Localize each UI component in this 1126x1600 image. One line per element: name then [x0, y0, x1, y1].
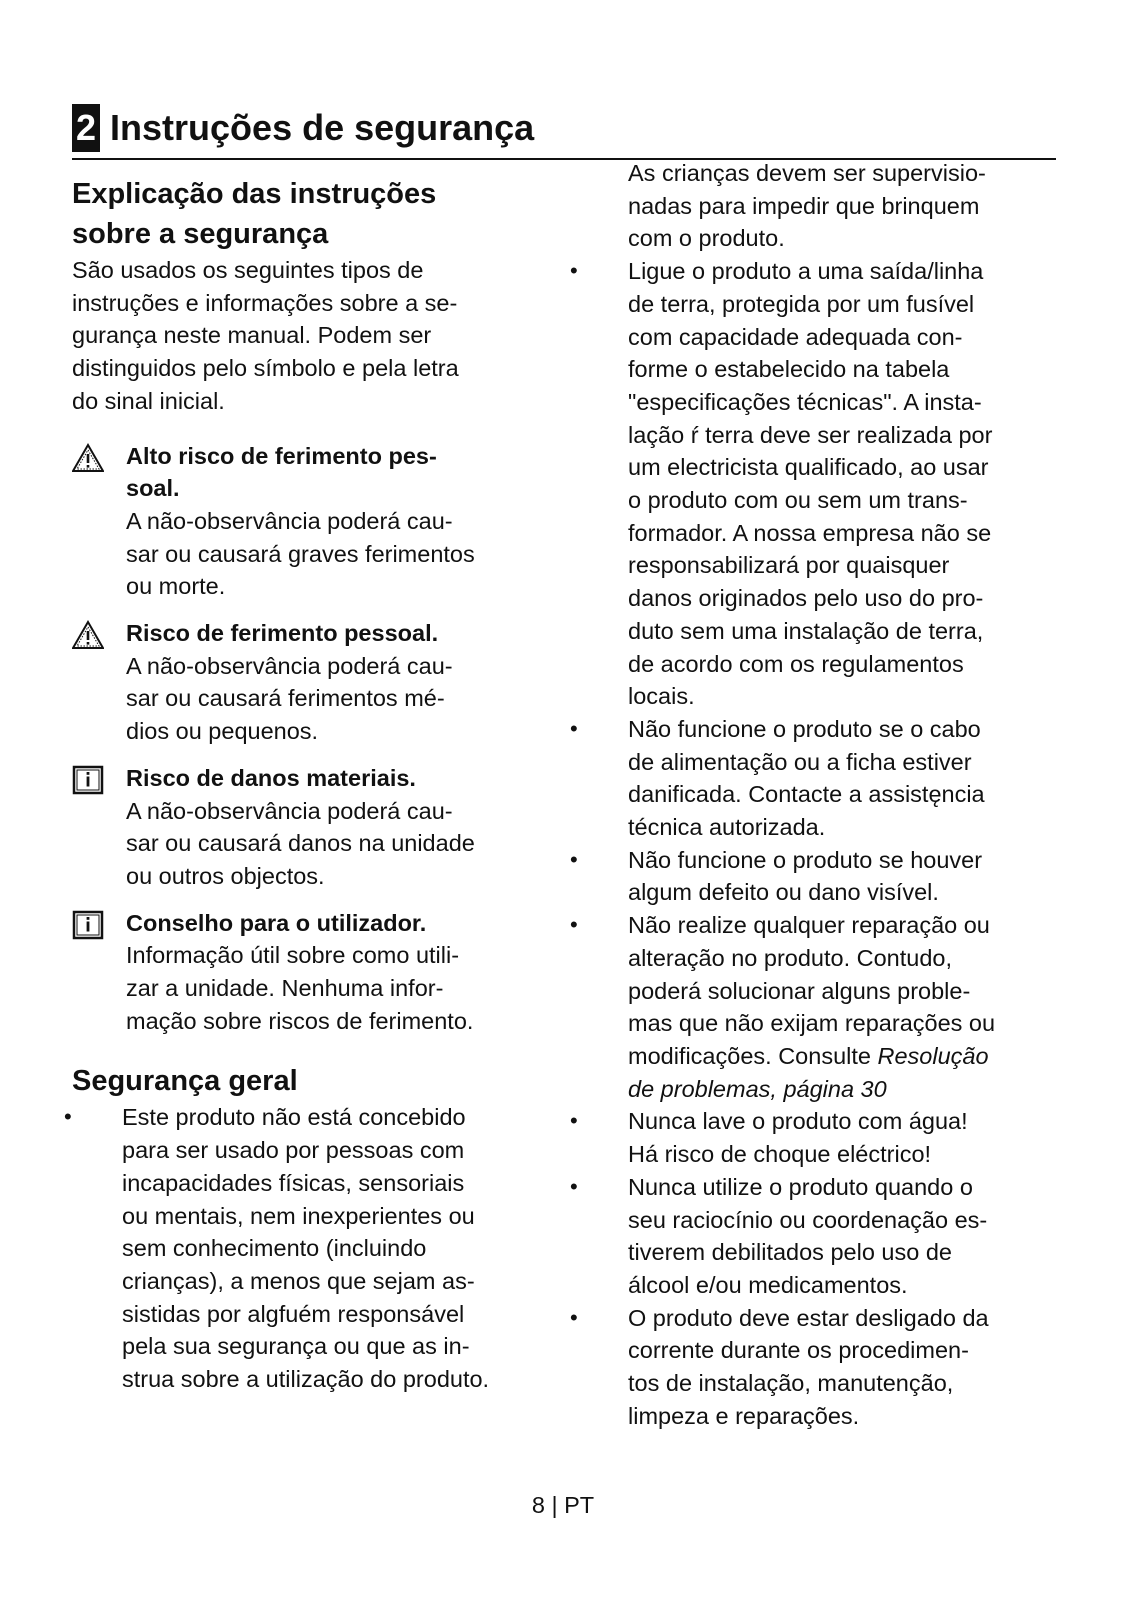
note-title: Conselho para o utilizador. [126, 909, 427, 936]
note-personal-risk [72, 617, 542, 748]
page-footer: 8 | PT [531, 1492, 595, 1518]
list-item: • O produto deve estar desligado da corrente durante os procedimen- tos de instalação, manutenção, limpeza e reparações. [570, 1304, 989, 1429]
note-title: Risco de danos materiais. [126, 764, 416, 791]
note-body: Informação útil sobre como utili- zar a unidade. Nenhuma infor- mação sobre riscos de ferimento. [126, 942, 474, 1034]
cross-reference: de problemas, página 30 [628, 1075, 887, 1102]
warning-triangle-icon [72, 620, 104, 650]
note-body: A não-observância poderá cau- sar ou causará danos na unidade ou outros objectos. [126, 797, 475, 889]
page-title: Instruções de segurança [110, 107, 535, 148]
note-body: A não-observância poderá cau- sar ou causará ferimentos mé- dios ou pequenos. [126, 652, 453, 745]
note-material-damage [72, 762, 542, 893]
chapter-number: 2 [72, 104, 100, 152]
info-icon [72, 910, 104, 940]
warning-triangle-icon [72, 443, 104, 473]
list-item: • Nunca utilize o produto quando o seu raciocínio ou coordenação es- tiverem debilitados pelo uso de álcool e/ou medicamentos. [570, 1173, 988, 1298]
note-high-risk [72, 440, 542, 604]
general-safety-list [64, 1101, 542, 1395]
list-item: • Este produto não está concebido para ser usado por pessoas com incapacidades físicas, sensoriais ou mentais, nem inexperientes ou sem conhecimento (incluindo crianças), a menos que sejam as- sistidas por algfuém responsável pela sua segurança ou que as in- strua sobre a utilização do produto. [64, 1104, 490, 1393]
explanation-intro: São usados os seguintes tipos de instruções e informações sobre a se- gurança neste manual. Podem ser distinguidos pelo símbolo e pela letra do sinal inicial. [72, 257, 459, 414]
list-item: • Não funcione o produto se houver algum defeito ou dano visível. [570, 846, 983, 906]
right-column [570, 157, 1068, 1432]
list-item: • Não funcione o produto se o cabo de alimentação ou a ficha estiver danificada. Contacte a assistęncia técnica autorizada. [570, 715, 985, 841]
note-title: Risco de ferimento pessoal. [126, 620, 439, 647]
note-body: A não-observância poderá cau- sar ou causará graves ferimentos ou morte. [126, 507, 475, 600]
general-safety-list-continued [570, 255, 1068, 1432]
chapter-heading [72, 104, 534, 152]
list-item: • Ligue o produto a uma saída/linha de terra, protegida por um fusível com capacidade adequada con- forme o estabelecido na tabela "especificações técnicas". A insta- lação ŕ terra deve ser realizada por um electricista qualificado, ao usar o produto com ou sem um trans- formador. A nossa empresa não se responsabilizará por quaisquer danos originados pelo uso do pro- duto sem uma instalação de terra, de acordo com os regulamentos locais. [570, 258, 993, 710]
note-user-advice [72, 907, 542, 1038]
list-item: • Não realize qualquer reparação ou alteração no produto. Contudo, poderá solucionar alguns proble- mas que não exijam reparações ou modificações. Consulte Resolução de problemas, página 30 [570, 912, 996, 1102]
note-title: Alto risco de ferimento pes- soal. [126, 442, 437, 502]
list-item-continued: As crianças devem ser supervisio- nadas para impedir que brinquem com o produto. [628, 160, 986, 252]
left-column [64, 174, 542, 1396]
general-safety-heading: Segurança geral [72, 1065, 298, 1098]
cross-reference: Resolução [877, 1042, 989, 1069]
list-item: • Nunca lave o produto com água! Há risco de choque eléctrico! [570, 1108, 968, 1168]
explanation-heading: Explicação das instruções sobre a segurança [72, 178, 437, 250]
info-icon [72, 765, 104, 795]
